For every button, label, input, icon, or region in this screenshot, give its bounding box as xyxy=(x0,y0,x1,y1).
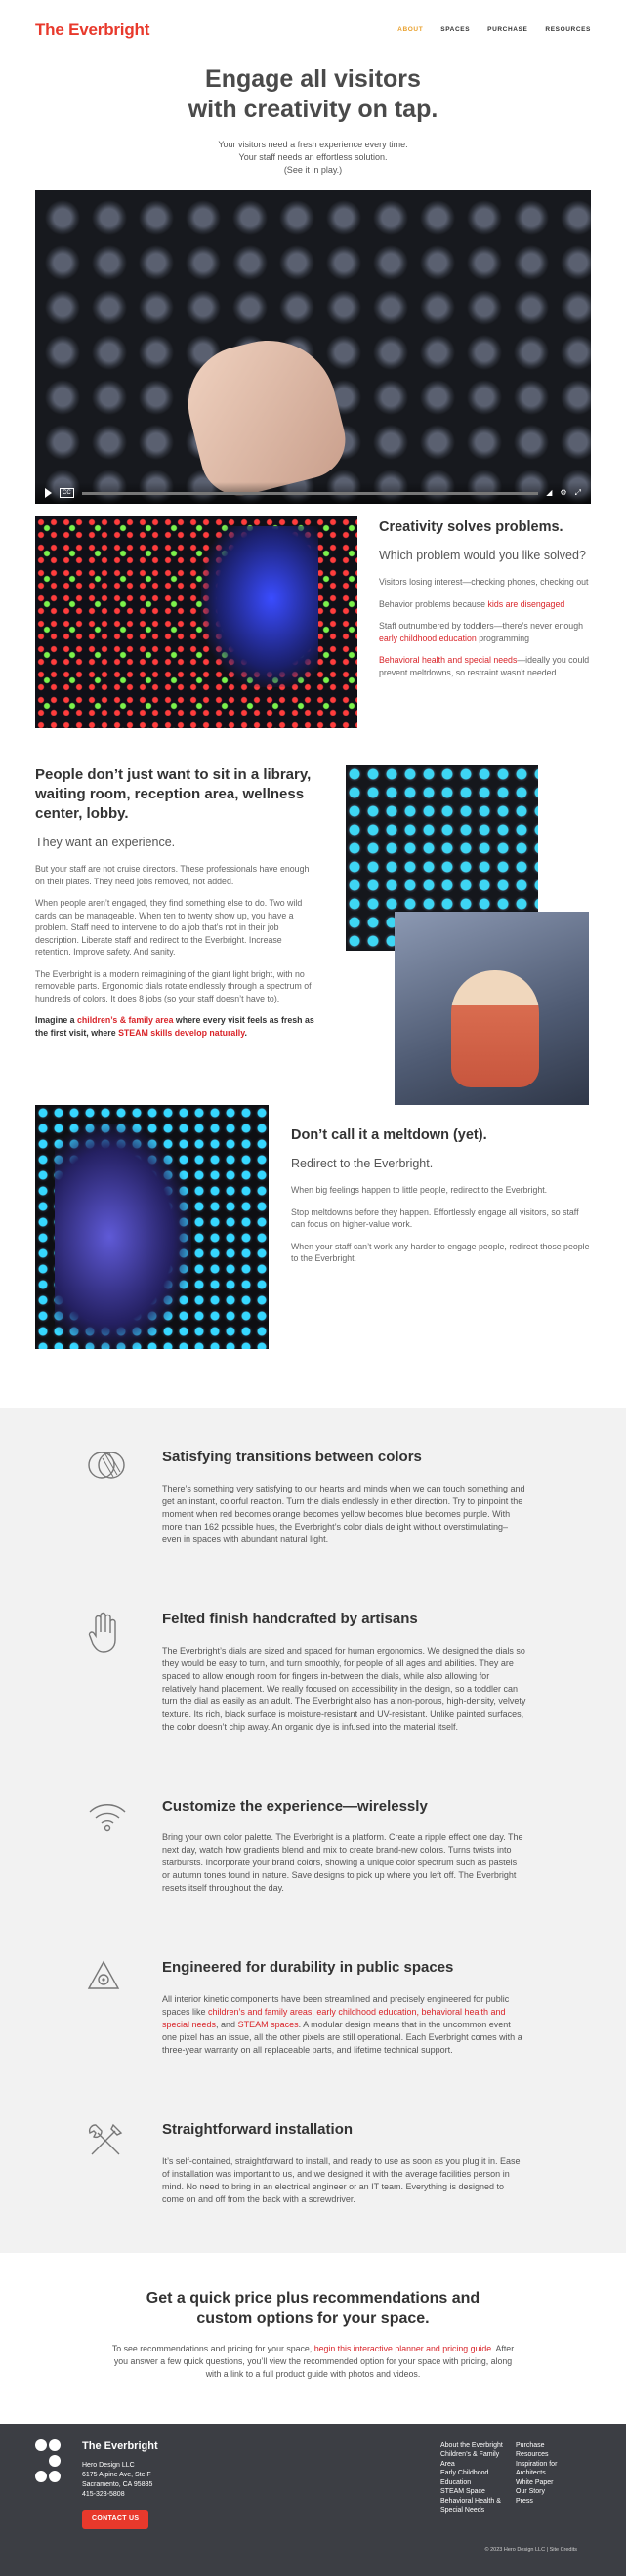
pricing-cta xyxy=(0,2253,626,2424)
brand-mark-icon xyxy=(35,2439,61,2484)
feature-title: Felted finish handcrafted by artisans xyxy=(162,1610,418,1627)
steam-link[interactable]: STEAM skills develop naturally xyxy=(118,1027,245,1038)
feature-title: Straightforward installation xyxy=(162,2121,354,2138)
paragraph: But your staff are not cruise directors. These professionals have enough on their plates. They need jobs removed, not added. xyxy=(35,864,310,886)
hand-image xyxy=(176,326,354,504)
play-icon[interactable] xyxy=(45,488,52,498)
creativity-text xyxy=(379,516,591,728)
cta-body: To see recommendations and pricing for your space, begin this interactive planner and pricing guide. After you answer a few quick questions, you’ll view the recommended option for your space with pricing, along with a link to a full product guide with photos and videos. xyxy=(111,2343,515,2379)
contact-button[interactable]: CONTACT US xyxy=(82,2510,148,2529)
section-lead: Redirect to the Everbright. xyxy=(291,1157,434,1170)
problem-item: Staff outnumbered by toddlers—there’s never enough early childhood education programming xyxy=(379,621,583,643)
feature-item xyxy=(0,1609,626,1734)
experience-text xyxy=(35,765,318,1105)
feature-content xyxy=(162,1957,526,2057)
tools-icon xyxy=(86,2119,127,2206)
family-area-link[interactable]: children’s & family area xyxy=(77,1015,174,1026)
problem-item: Behavioral health and special needs—ideally you could prevent meltdowns, so restraint wasn’t needed. xyxy=(379,655,590,677)
hero-video[interactable] xyxy=(35,190,591,504)
footer-address: Hero Design LLC 6175 Alpine Ave, Ste F Sacramento, CA 95835 415-323-5808 xyxy=(82,2461,158,2500)
feature-body: There’s something very satisfying to our hearts and minds when we can touch something and get an instant, colorful reaction. Turn the dials endlessly in either direction. Try to pinpoint the moment when red becomes orange becomes yellow becomes blue becomes purple. With more than 162 possible hues, the Everbright’s color dials delight without overstimulating–even in spaces with abundant natural light. xyxy=(162,1483,525,1544)
hero-title: Engage all visitors with creativity on tap. xyxy=(188,65,438,123)
paragraph: Imagine a children’s & family area where every visit feels as fresh as the first visit, where STEAM skills develop naturally. xyxy=(35,1015,314,1038)
paragraph: When people aren’t engaged, they find something else to do. Two wild cards can be manageable. When ten to twenty show up, you have a problem. Staff need to intervene to do a job that’s not in their job description. Liberate staff and redirect to the Everbright. Increase retention. Improve safety. And sanity. xyxy=(35,898,303,958)
paragraph: Stop meltdowns before they happen. Effortlessly engage all visitors, so staff can focus on higher-value work. xyxy=(291,1206,579,1230)
meltdown-text xyxy=(291,1105,591,1349)
features-section xyxy=(0,1408,626,2253)
paragraph: The Everbright is a modern reimagining of the giant light bright, with no removable parts. Ergonomic dials rotate endlessly through a spectrum of hundreds of colors. It does 8 jobs (so your staff doesn’t have to). xyxy=(35,968,312,1003)
feature-content xyxy=(162,1609,526,1734)
section-title: Creativity solves problems. xyxy=(379,519,563,535)
footer-link[interactable]: Behavioral Health & Special Needs xyxy=(440,2497,501,2515)
footer-links-2 xyxy=(516,2441,584,2507)
nav-spaces[interactable]: SPACES xyxy=(440,26,471,34)
section-lead: Which problem would you like solved? xyxy=(379,549,586,562)
cta-title: Get a quick price plus recommendations and custom options for your space. xyxy=(146,2289,480,2327)
nav-about[interactable]: ABOUT xyxy=(397,26,424,34)
feature-content xyxy=(162,2119,526,2206)
color-wheel-icon xyxy=(86,1447,127,1546)
main-nav xyxy=(397,25,591,34)
steam-spaces-link[interactable]: STEAM spaces xyxy=(237,2020,299,2029)
feature-item xyxy=(0,1796,626,1896)
experience-images xyxy=(326,765,590,1105)
fullscreen-icon[interactable]: ⤢ xyxy=(574,488,581,498)
early-childhood-link[interactable]: early childhood education xyxy=(379,633,477,643)
nav-purchase[interactable]: PURCHASE xyxy=(487,26,528,34)
footer-link[interactable]: Children’s & Family Area xyxy=(440,2451,500,2468)
footer-title: The Everbright xyxy=(82,2439,158,2452)
hero-subtitle: Your visitors need a fresh experience every time. Your staff needs an effortless solution. (See it in play.) xyxy=(0,139,626,177)
feature-title: Satisfying transitions between colors xyxy=(162,1449,422,1465)
creativity-section xyxy=(35,516,591,728)
problem-item: Visitors losing interest—checking phones, checking out xyxy=(379,577,589,588)
footer-brand xyxy=(82,2439,158,2560)
section-lead: They want an experience. xyxy=(35,836,176,849)
footer-link[interactable]: Purchase xyxy=(516,2441,545,2449)
footer-link[interactable]: White Paper xyxy=(516,2478,554,2486)
footer-link[interactable]: Resources xyxy=(516,2451,549,2459)
section-title: People don’t just want to sit in a library, waiting room, reception area, wellness center, lobby. xyxy=(35,766,312,822)
hero xyxy=(0,61,626,177)
experience-section xyxy=(35,765,591,1105)
kids-disengaged-link[interactable]: kids are disengaged xyxy=(487,598,565,609)
feature-body: All interior kinetic components have been streamlined and precisely engineered for public spaces like children’s and family areas, early childhood education, behavioral health and special needs, and STEAM spaces. A modular design means that in the uncommon event one pixel has an issue, all the other pixels are still operational. Each Everbright comes with a three-year warranty on all replaceable parts, and lifetime technical support. xyxy=(162,1994,522,2055)
footer-link[interactable]: STEAM Space xyxy=(440,2488,485,2496)
copyright: © 2023 Hero Design LLC | Site Credits xyxy=(484,2546,577,2553)
hand-icon xyxy=(86,1609,127,1734)
section-title: Don’t call it a meltdown (yet). xyxy=(291,1127,487,1143)
nav-resources[interactable]: RESOURCES xyxy=(545,26,591,34)
volume-icon[interactable]: ◢ xyxy=(546,488,553,498)
feature-item xyxy=(0,1957,626,2057)
behavioral-health-link[interactable]: Behavioral health and special needs xyxy=(379,655,518,666)
feature-content xyxy=(162,1796,526,1896)
spaces-link[interactable]: children’s and family areas, early childhood education, behavioral health and special needs xyxy=(162,2007,506,2029)
feature-body: Bring your own color palette. The Everbright is a platform. Create a ripple effect one day. The next day, watch how gradients blend and mix to create brand-new colors. Turns twists into starbursts. Incorporate your brand colors, showing a unique color spectrum such as pastels or autumn tones found in nature. Save designs to pick up where you left off. The Everbright resets itself throughout the day. xyxy=(162,1832,523,1894)
settings-icon[interactable]: ⚙ xyxy=(560,488,567,498)
video-progress[interactable] xyxy=(82,492,539,495)
footer-link[interactable]: Our Story xyxy=(516,2488,545,2496)
paragraph: When big feelings happen to little people, redirect to the Everbright. xyxy=(291,1185,548,1196)
wireless-icon xyxy=(86,1796,127,1896)
footer-link[interactable]: About the Everbright xyxy=(440,2441,503,2449)
feature-title: Customize the experience—wirelessly xyxy=(162,1797,428,1815)
footer-links-1 xyxy=(440,2441,509,2515)
triangle-gear-icon xyxy=(86,1957,127,2057)
footer-link[interactable]: Early Childhood Education xyxy=(440,2470,489,2486)
photo-toddler-at-wall xyxy=(395,912,589,1105)
captions-button[interactable]: CC xyxy=(60,488,74,499)
photo-children-at-wall xyxy=(35,516,357,728)
footer-link[interactable]: Inspiration for Architects xyxy=(516,2460,558,2477)
phone-link[interactable]: 415-323-5808 xyxy=(82,2490,125,2498)
logo[interactable]: The Everbright xyxy=(35,20,150,39)
site-header xyxy=(0,0,626,61)
feature-item xyxy=(0,2119,626,2206)
feature-body: The Everbright’s dials are sized and spaced for human ergonomics. We designed the dials so they would be easy to turn, and turn smoothly, for people of all ages and abilities. They are spaced to allow enough room for fingers in-between the dials, while also allowing for relatively hand placement. We really focused on accessibility in the design, so a toddler can turn the dial as easily as an adult. The Everbright also has a non-porous, high-density, velvety texture. Its rich, black surface is moisture-resistant and UV-resistant. Unlike painted surfaces, the color doesn’t chip away. An organic dye is infused into the material itself. xyxy=(162,1645,526,1732)
meltdown-section xyxy=(35,1105,591,1349)
paragraph: When your staff can’t work any harder to engage people, redirect those people to the Everbright. xyxy=(291,1241,590,1264)
planner-link[interactable]: begin this interactive planner and pricing guide xyxy=(313,2343,492,2353)
feature-item xyxy=(0,1447,626,1546)
problem-item: Behavior problems because kids are disengaged xyxy=(379,598,565,609)
site-footer xyxy=(0,2424,626,2576)
footer-link[interactable]: Press xyxy=(516,2497,533,2505)
feature-content xyxy=(162,1447,526,1546)
video-controls xyxy=(35,482,591,504)
photo-family-at-wall xyxy=(35,1105,269,1349)
see-it-link[interactable]: (See it in play.) xyxy=(283,165,343,175)
feature-title: Engineered for durability in public spaces xyxy=(162,1959,454,1977)
feature-body: It’s self-contained, straightforward to install, and ready to use as soon as you plug it in. Ease of installation was important to us, and we designed it with the average facilities person in mind. No need to bring in an electrical engineer or an IT team. Everything is designed to come on and off from the back with a screwdriver. xyxy=(162,2155,521,2204)
